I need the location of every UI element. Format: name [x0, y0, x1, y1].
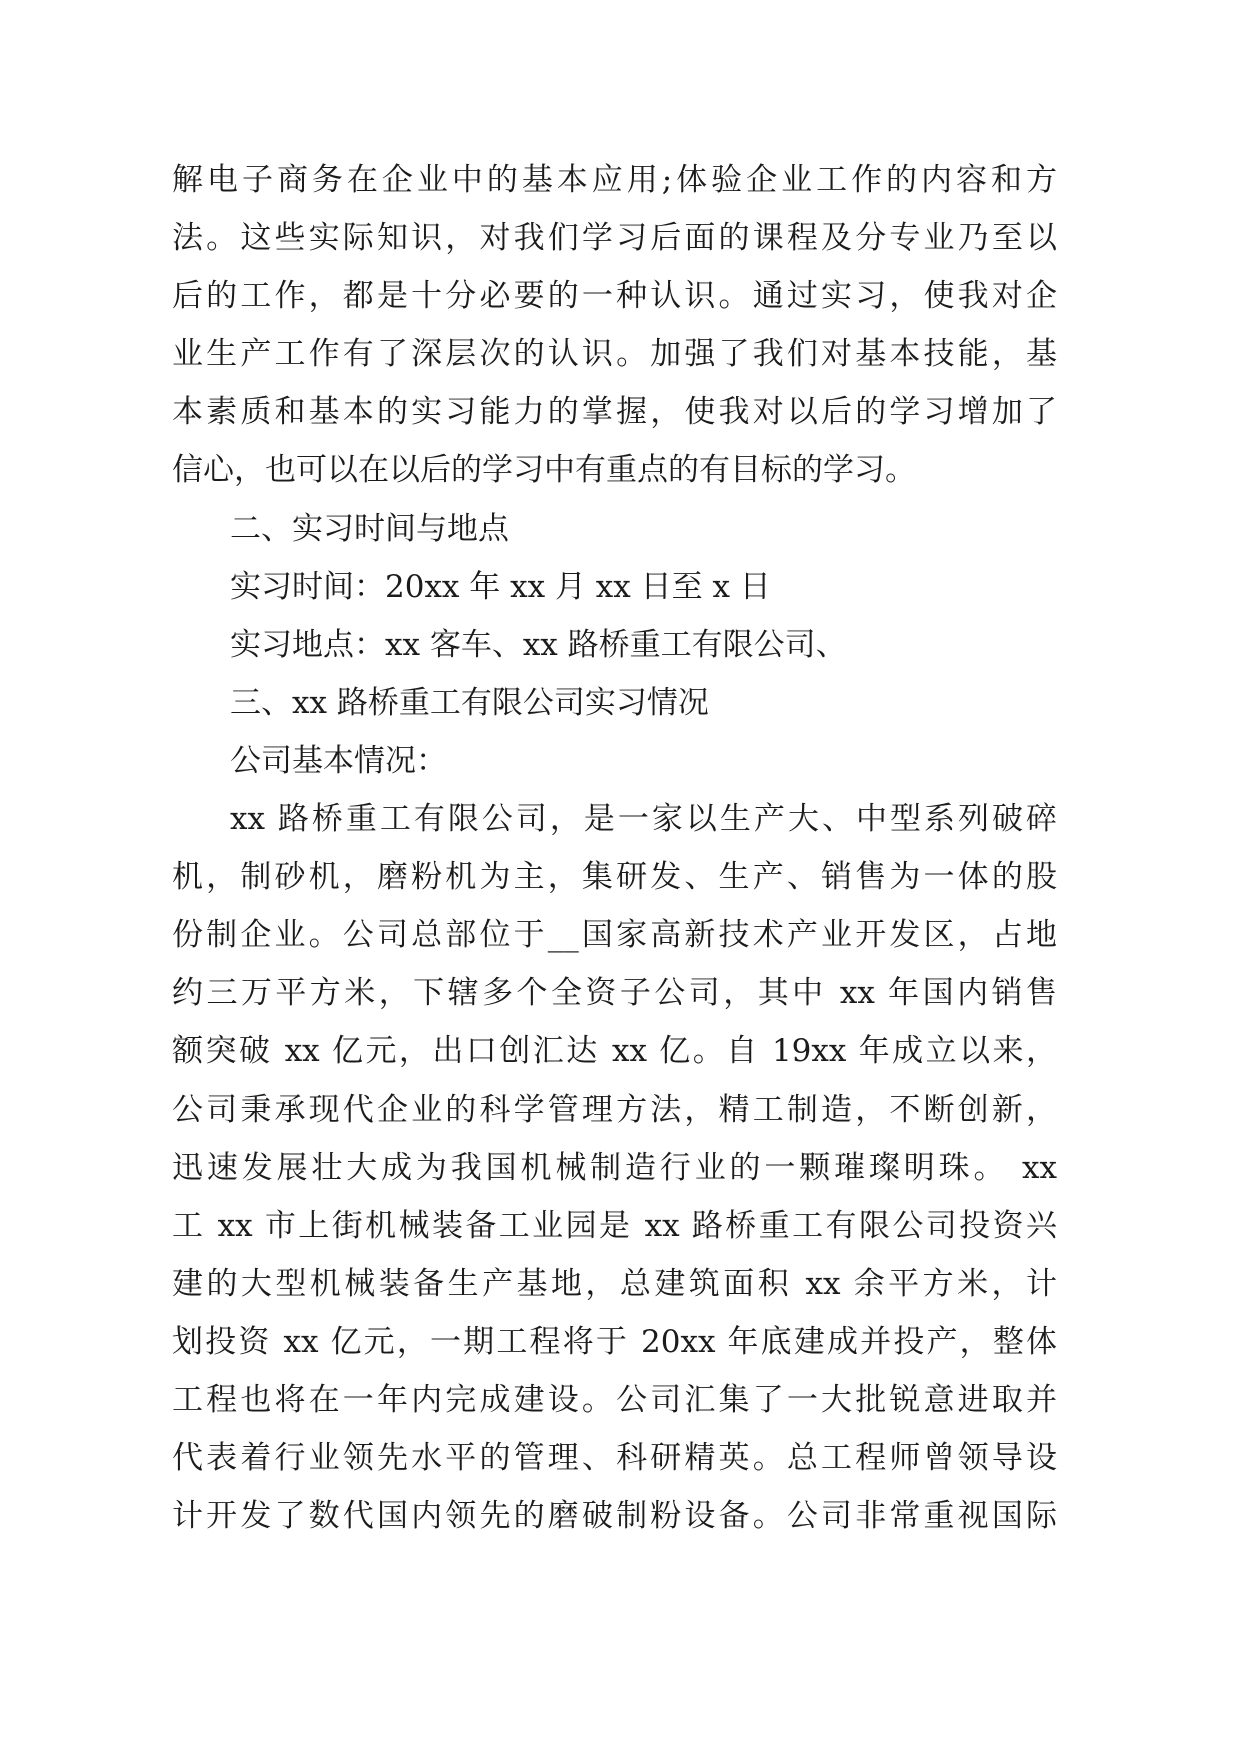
section-heading: 二、实习时间与地点 [230, 510, 509, 547]
text-line: 法。这些实际知识，对我们学习后面的课程及分专业乃至以 [172, 220, 1057, 257]
text-line: 约三万平方米，下辖多个全资子公司，其中 xx 年国内销售 [172, 975, 1057, 1012]
text-line: 公司秉承现代企业的科学管理方法，精工制造，不断创新， [172, 1091, 1057, 1128]
text-line: 建的大型机械装备生产基地，总建筑面积 xx 余平方米，计 [172, 1265, 1057, 1302]
text-line: 实习时间：20xx 年 xx 月 xx 日至 x 日 [230, 568, 771, 605]
text-line: 工程也将在一年内完成建设。公司汇集了一大批锐意进取并 [172, 1381, 1057, 1418]
text-line: 业生产工作有了深层次的认识。加强了我们对基本技能，基 [172, 336, 1057, 373]
text-line: xx 路桥重工有限公司，是一家以生产大、中型系列破碎 [230, 801, 1057, 838]
text-line: 解电子商务在企业中的基本应用;体验企业工作的内容和方 [172, 162, 1057, 198]
document-body [172, 151, 1057, 1545]
text-line: 信心，也可以在以后的学习中有重点的有目标的学习。 [172, 452, 916, 489]
text-line: 份制企业。公司总部位于__国家高新技术产业开发区，占地 [172, 917, 1057, 954]
text-line: 划投资 xx 亿元，一期工程将于 20xx 年底建成并投产，整体 [172, 1323, 1057, 1360]
subsection-heading: 公司基本情况： [230, 742, 447, 779]
text-line: 后的工作，都是十分必要的一种认识。通过实习，使我对企 [172, 278, 1057, 315]
text-line: 实习地点：xx 客车、xx 路桥重工有限公司、 [230, 626, 847, 663]
text-line: 机，制砂机，磨粉机为主，集研发、生产、销售为一体的股 [172, 859, 1057, 896]
text-line: 工 xx 市上街机械装备工业园是 xx 路桥重工有限公司投资兴 [172, 1207, 1057, 1244]
text-line: 迅速发展壮大成为我国机械制造行业的一颗璀璨明珠。 xx [172, 1149, 1057, 1186]
section-heading: 三、xx 路桥重工有限公司实习情况 [230, 684, 709, 721]
text-line: 计开发了数代国内领先的磨破制粉设备。公司非常重视国际 [172, 1498, 1057, 1535]
text-line: 代表着行业领先水平的管理、科研精英。总工程师曾领导设 [172, 1440, 1057, 1477]
text-line: 额突破 xx 亿元，出口创汇达 xx 亿。自 19xx 年成立以来， [172, 1033, 1057, 1070]
text-line: 本素质和基本的实习能力的掌握，使我对以后的学习增加了 [172, 394, 1057, 431]
